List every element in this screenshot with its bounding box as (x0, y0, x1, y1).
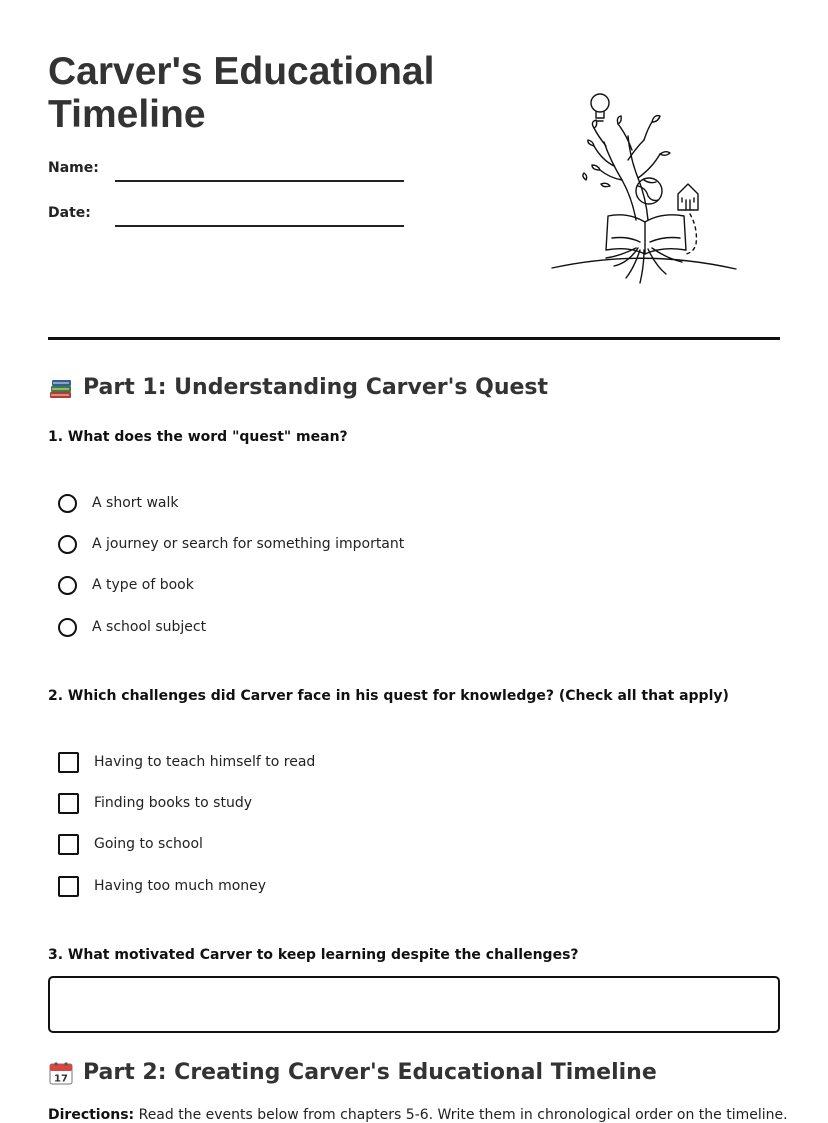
q2-option[interactable] (58, 874, 266, 898)
part2-heading (48, 1059, 657, 1087)
q2-option-label: Going to school (94, 836, 203, 852)
q1-option-label: A short walk (92, 495, 179, 511)
question-2: 2. Which challenges did Carver face in his quest for knowledge? (Check all that apply) (48, 688, 729, 704)
q2-option-label: Finding books to study (94, 795, 252, 811)
radio-button[interactable] (58, 618, 77, 637)
checkbox[interactable] (58, 876, 79, 897)
date-field[interactable] (115, 225, 404, 227)
checkbox[interactable] (58, 752, 79, 773)
name-field[interactable] (115, 180, 404, 182)
directions-label: Directions: (48, 1107, 135, 1123)
q1-option-label: A type of book (92, 577, 194, 593)
name-label: Name: (48, 160, 99, 176)
radio-button[interactable] (58, 535, 77, 554)
q2-option-label: Having to teach himself to read (94, 754, 316, 770)
question-1: 1. What does the word "quest" mean? (48, 429, 348, 445)
calendar-icon (48, 1060, 74, 1086)
q1-option[interactable] (58, 615, 206, 639)
part2-heading-text: Part 2: Creating Carver's Educational Timeline (83, 1060, 657, 1085)
directions (48, 1107, 788, 1123)
radio-button[interactable] (58, 576, 77, 595)
q2-option[interactable] (58, 750, 315, 774)
q2-option[interactable] (58, 791, 252, 815)
calendar-day: 17 (54, 1073, 68, 1085)
radio-button[interactable] (58, 494, 77, 513)
q3-answer-field[interactable] (48, 976, 780, 1033)
page-title: Carver's Educational Timeline (48, 50, 435, 136)
q2-option-label: Having too much money (94, 878, 267, 894)
date-label: Date: (48, 205, 91, 221)
directions-text: Read the events below from chapters 5-6. Write them in chronological order on the timeline. (134, 1107, 788, 1123)
checkbox[interactable] (58, 793, 79, 814)
q1-option-label: A journey or search for something important (92, 536, 405, 552)
tree-of-knowledge-icon (548, 88, 740, 288)
books-icon (48, 375, 74, 401)
q1-option[interactable] (58, 573, 194, 597)
q1-option[interactable] (58, 532, 404, 556)
part1-heading-text: Part 1: Understanding Carver's Quest (83, 375, 549, 400)
part1-heading (48, 374, 548, 402)
question-3: 3. What motivated Carver to keep learning despite the challenges? (48, 947, 579, 963)
checkbox[interactable] (58, 834, 79, 855)
q2-option[interactable] (58, 832, 203, 856)
q1-option[interactable] (58, 491, 178, 515)
section-divider (48, 337, 780, 340)
q1-option-label: A school subject (92, 619, 207, 635)
